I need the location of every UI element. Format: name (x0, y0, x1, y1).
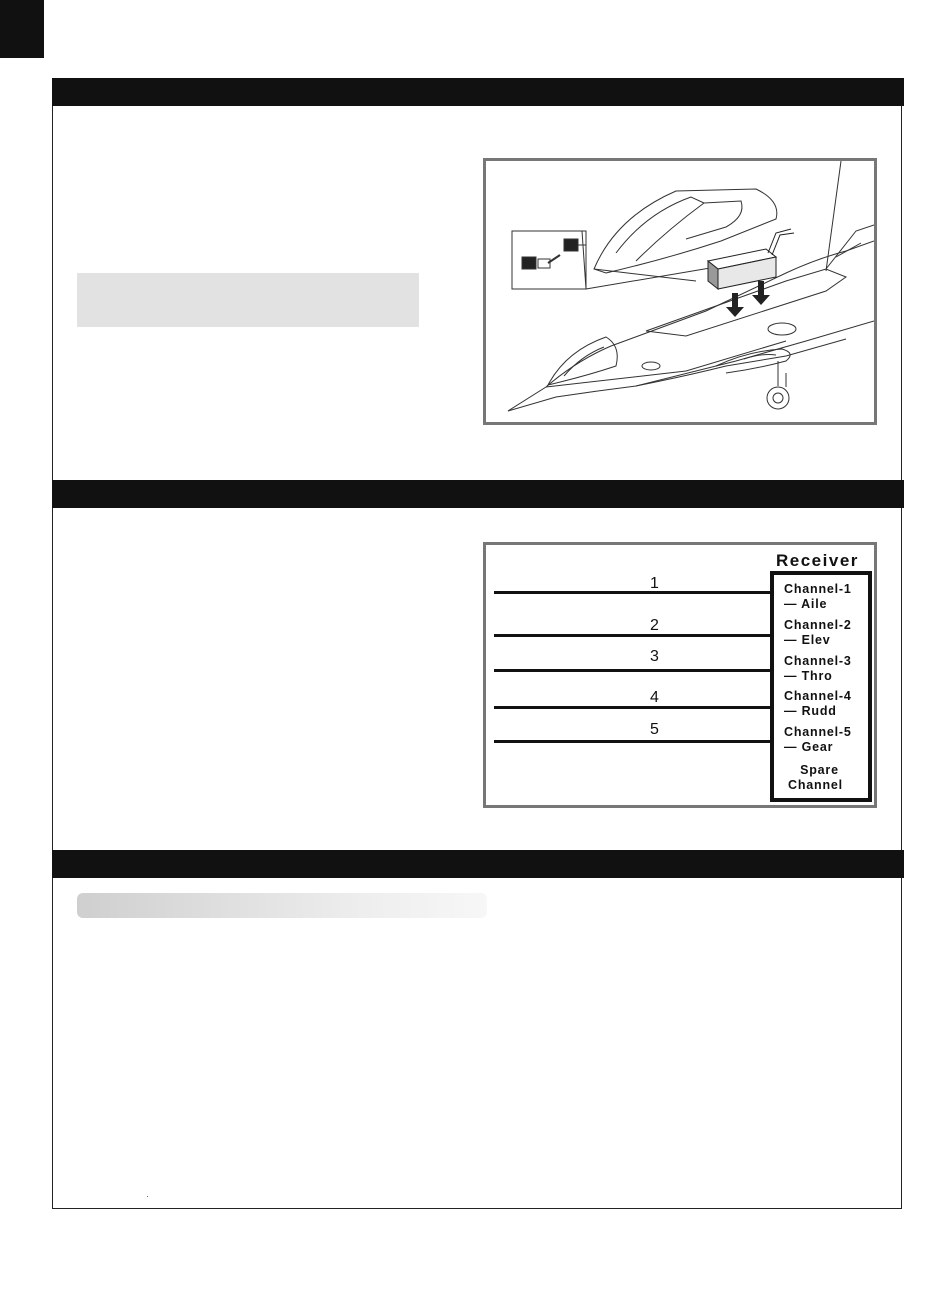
channel-2-wire (494, 634, 770, 637)
channel-name: Channel-3 (784, 654, 852, 668)
wire-number-5: 5 (650, 721, 659, 738)
subheading-bar (77, 893, 487, 918)
section-header-band-3 (52, 850, 904, 878)
channel-4-wire (494, 706, 770, 709)
channel-4-label (784, 689, 852, 719)
channel-function: — Gear (784, 740, 834, 754)
channel-1-label (784, 582, 852, 612)
stray-mark (147, 1196, 148, 1197)
wire-number-1: 1 (650, 575, 659, 592)
battery-installation-figure (483, 158, 877, 425)
channel-5-label (784, 725, 852, 755)
channel-function: — Elev (784, 633, 831, 647)
note-box (77, 273, 419, 327)
channel-name: Channel-2 (784, 618, 852, 632)
channel-3-label (784, 654, 852, 684)
wire-number-3: 3 (650, 648, 659, 665)
channel-1-wire (494, 591, 770, 594)
channel-name: Channel-4 (784, 689, 852, 703)
wire-number-4: 4 (650, 689, 659, 706)
receiver-wiring-diagram (483, 542, 877, 808)
spare-line-2: Channel (788, 778, 843, 792)
channel-function: — Thro (784, 669, 833, 683)
section-header-band-2 (52, 480, 904, 508)
channel-name: Channel-1 (784, 582, 852, 596)
channel-name: Channel-5 (784, 725, 852, 739)
section-header-band-1 (52, 78, 904, 106)
wire-number-2: 2 (650, 617, 659, 634)
receiver-title: Receiver (776, 551, 859, 570)
receiver-channel-box (770, 571, 872, 802)
spare-channel-label (788, 763, 843, 793)
channel-function: — Rudd (784, 704, 837, 718)
channel-5-wire (494, 740, 770, 743)
channel-function: — Aile (784, 597, 828, 611)
channel-3-wire (494, 669, 770, 672)
spare-line-1: Spare (800, 763, 839, 777)
channel-2-label (784, 618, 852, 648)
jet-battery-illustration (486, 161, 874, 422)
page-corner-tab (0, 0, 44, 58)
